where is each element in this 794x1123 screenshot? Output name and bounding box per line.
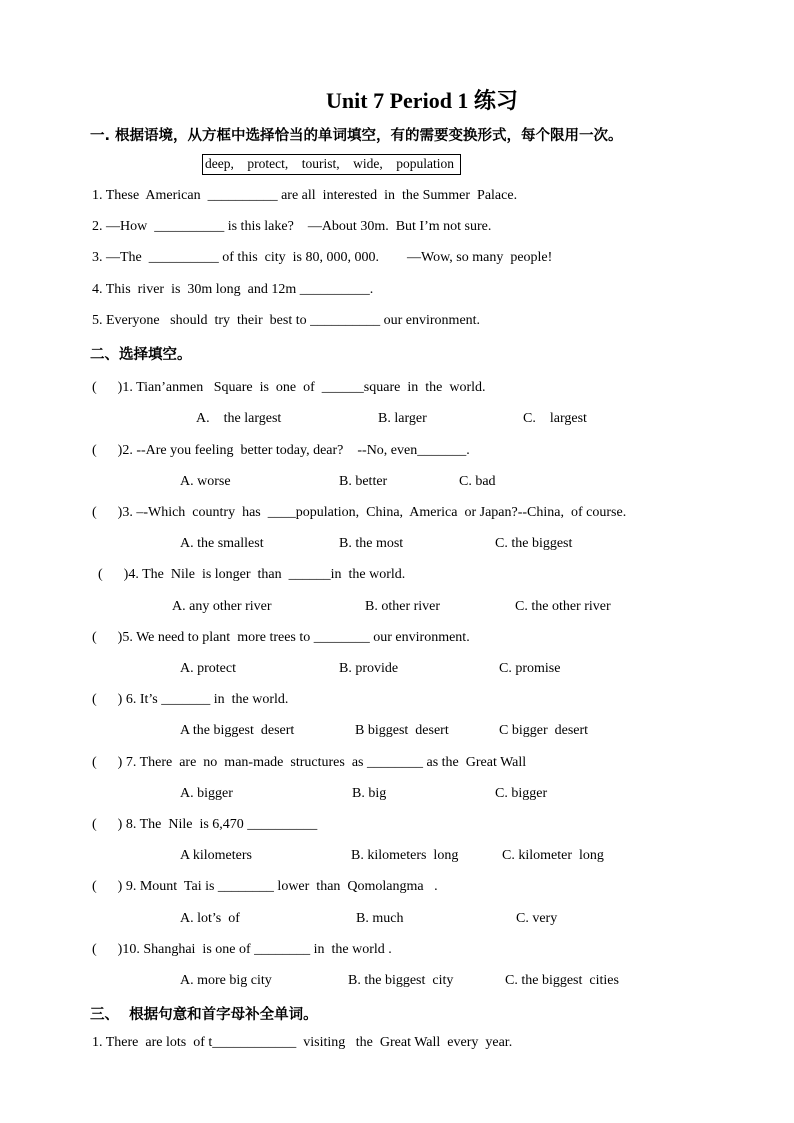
mc-q6-option-a: A the biggest desert xyxy=(180,723,295,738)
word-box: deep, protect, tourist, wide, population xyxy=(202,154,461,175)
section2-heading: 二、选择填空。 xyxy=(90,347,192,363)
mc-question-2: ( )2. --Are you feeling better today, dear? --No, even_______. xyxy=(92,443,470,458)
mc-q3-option-c: C. the biggest xyxy=(495,536,573,551)
mc-q1-option-c: C. largest xyxy=(523,411,587,426)
mc-question-4: ( )4. The Nile is longer than ______in the world. xyxy=(98,567,406,582)
mc-question-1: ( )1. Tian’anmen Square is one of ______square in the world. xyxy=(92,380,486,395)
mc-q2-option-c: C. bad xyxy=(459,474,496,489)
mc-q1-option-a: A. the largest xyxy=(196,411,282,426)
mc-q7-option-a: A. bigger xyxy=(180,786,233,801)
mc-q10-option-c: C. the biggest cities xyxy=(505,973,619,988)
mc-q5-option-a: A. protect xyxy=(180,661,236,676)
mc-q3-option-b: B. the most xyxy=(339,536,404,551)
fill-item-3: 3. —The __________ of this city is 80, 000, 000. —Wow, so many people! xyxy=(92,250,553,265)
mc-q10-option-a: A. more big city xyxy=(180,973,272,988)
mc-question-8: ( ) 8. The Nile is 6,470 __________ xyxy=(92,817,318,832)
mc-q8-option-c: C. kilometer long xyxy=(502,848,604,863)
fill-item-5: 5. Everyone should try their best to __________ our environment. xyxy=(92,313,481,328)
mc-q2-option-a: A. worse xyxy=(180,474,231,489)
mc-question-5: ( )5. We need to plant more trees to ________ our environment. xyxy=(92,630,470,645)
mc-q9-option-c: C. very xyxy=(516,911,558,926)
mc-q6-option-b: B biggest desert xyxy=(355,723,449,738)
mc-question-6: ( ) 6. It’s _______ in the world. xyxy=(92,692,289,707)
mc-q5-option-b: B. provide xyxy=(339,661,399,676)
mc-q7-option-c: C. bigger xyxy=(495,786,548,801)
section1-heading: 一. 根据语境，从方框中选择恰当的单词填空，有的需要变换形式，每个限用一次。 xyxy=(90,128,623,144)
page-title: Unit 7 Period 1 练习 xyxy=(326,88,518,113)
mc-question-9: ( ) 9. Mount Tai is ________ lower than Qomolangma . xyxy=(92,879,438,894)
fill-item-1: 1. These American __________ are all interested in the Summer Palace. xyxy=(92,188,518,203)
mc-q10-option-b: B. the biggest city xyxy=(348,973,454,988)
mc-q5-option-c: C. promise xyxy=(499,661,561,676)
fill-item-2: 2. —How __________ is this lake? —About 30m. But I’m not sure. xyxy=(92,219,492,234)
mc-question-10: ( )10. Shanghai is one of ________ in the world . xyxy=(92,942,392,957)
mc-q7-option-b: B. big xyxy=(352,786,387,801)
mc-q8-option-a: A kilometers xyxy=(180,848,252,863)
mc-q4-option-c: C. the other river xyxy=(515,599,611,614)
spelling-item-1: 1. There are lots of t____________ visiting the Great Wall every year. xyxy=(92,1035,513,1050)
mc-q6-option-c: C bigger desert xyxy=(499,723,589,738)
mc-question-7: ( ) 7. There are no man-made structures as ________ as the Great Wall xyxy=(92,755,527,770)
mc-q3-option-a: A. the smallest xyxy=(180,536,264,551)
fill-item-4: 4. This river is 30m long and 12m __________. xyxy=(92,282,374,297)
mc-q4-option-b: B. other river xyxy=(365,599,441,614)
mc-q2-option-b: B. better xyxy=(339,474,388,489)
mc-q8-option-b: B. kilometers long xyxy=(351,848,459,863)
mc-q9-option-a: A. lot’s of xyxy=(180,911,240,926)
mc-question-3: ( )3. –-Which country has ____population, China, America or Japan?--China, of course. xyxy=(92,505,627,520)
section3-heading: 三、 根据句意和首字母补全单词。 xyxy=(90,1007,318,1023)
mc-q4-option-a: A. any other river xyxy=(172,599,272,614)
mc-q9-option-b: B. much xyxy=(356,911,404,926)
mc-q1-option-b: B. larger xyxy=(378,411,427,426)
